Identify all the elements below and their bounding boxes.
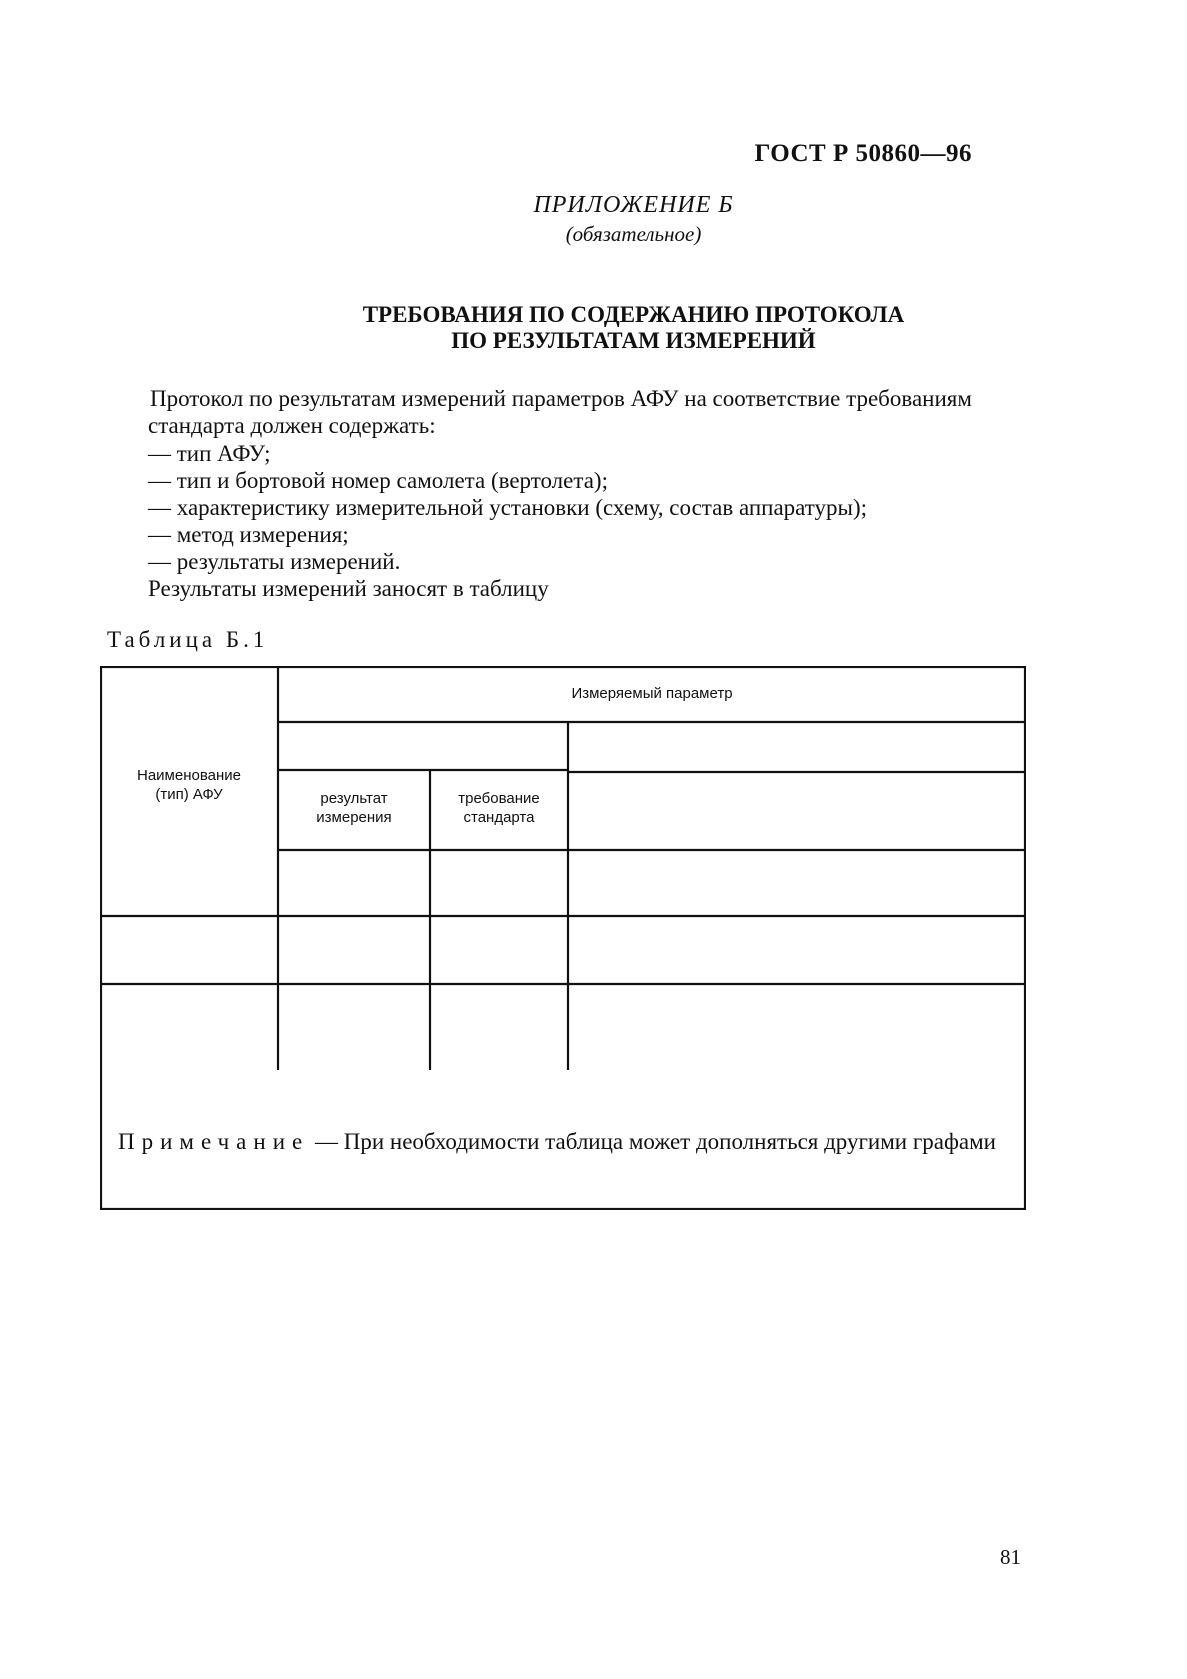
list-item: — метод измерения; [148,522,349,547]
sub-result-line-2: измерения [316,809,392,826]
sub-header-result [278,789,430,827]
group-header: Измеряемый параметр [571,685,733,702]
section-heading-line-2: ПО РЕЗУЛЬТАТАМ ИЗМЕРЕНИЙ [451,328,816,353]
sub-header-standard [430,789,568,827]
section-heading [0,302,1187,354]
page-number: 81 [1000,1545,1021,1569]
note-label: Примечание [118,1129,310,1154]
appendix-title: ПРИЛОЖЕНИЕ Б [533,192,734,218]
section-heading-line-1: ТРЕБОВАНИЯ ПО СОДЕРЖАНИЮ ПРОТОКОЛА [362,302,905,327]
appendix-status: (обязательное) [565,222,702,246]
note-text: — При необходимости таблица может дополняться другими графами [309,1129,996,1154]
results-line: Результаты измерений заносят в таблицу [148,576,549,601]
col-name-line-2: (тип) АФУ [155,786,223,803]
sub-result-line-1: результат [320,790,388,807]
table-note [118,1128,998,1156]
list-item: — характеристику измерительной установки (схему, состав аппаратуры); [148,495,868,520]
col-name-line-1: Наименование [137,767,241,784]
col-name-header [100,766,278,804]
sub-standard-line-2: стандарта [463,809,535,826]
list-item: — тип АФУ; [148,441,271,466]
table-caption: Таблица Б.1 [107,627,269,652]
intro-paragraph: Протокол по результатам измерений параметров АФУ на соответствие требованиям стандарта должен содержать: [148,386,972,438]
sub-standard-line-1: требование [458,790,540,807]
document-code: ГОСТ Р 50860—96 [754,140,972,167]
list-item: — результаты измерений. [148,549,401,574]
list-item: — тип и бортовой номер самолета (вертолета); [148,468,608,493]
requirements-list [148,440,1036,575]
